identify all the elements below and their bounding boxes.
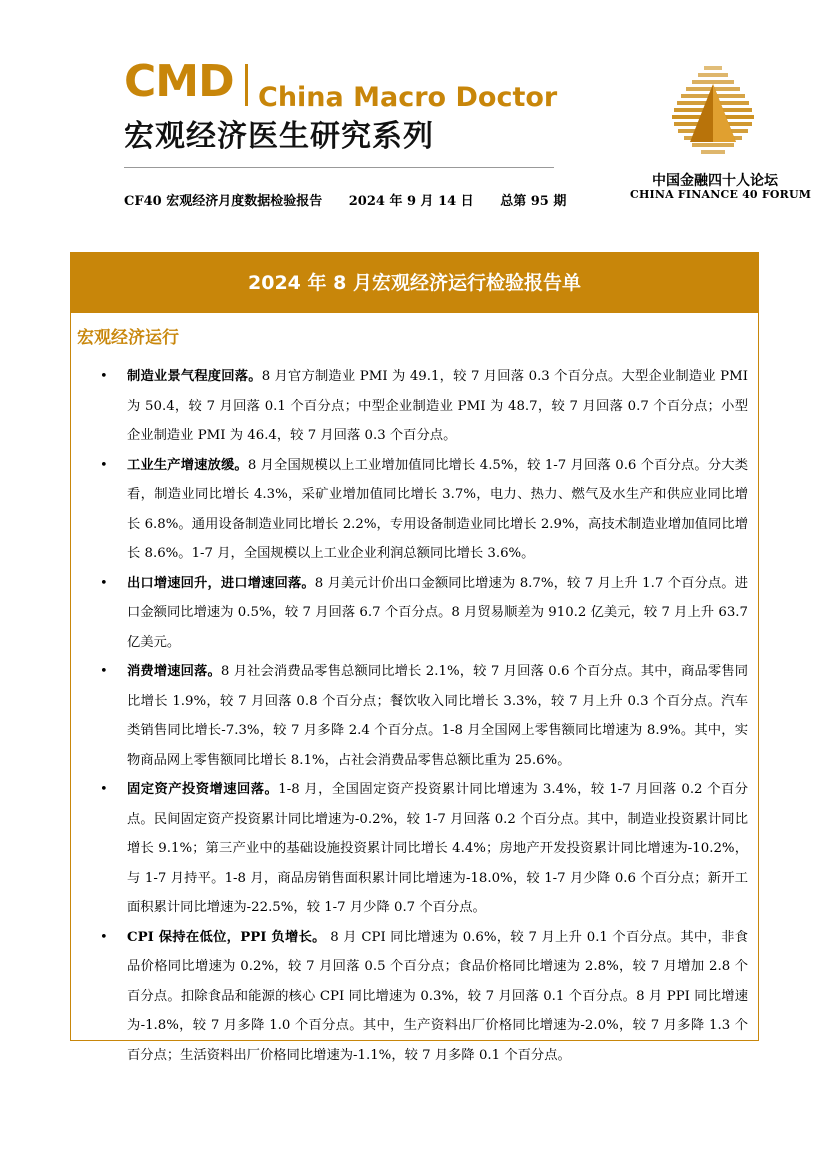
bullet-icon: • [100, 782, 108, 797]
brand-subtitle: China Macro Doctor [258, 82, 558, 113]
item-text: 8 月全国规模以上工业增加值同比增长 4.5%，较 1-7 月回落 0.6 个百分点。分大类看，制造业同比增长 4.3%，采矿业增加值同比增长 3.7%，电力、热力、燃气及水生产和供应业同比增长 6.8%。通用设备制造业同比增长 2.2%，专用设备制造业同比增长 2.9%，高技术制造业增加值同比增长 8.6%。1-7 月，全国规模以上工业企业利润总额同比增长 3.6%。 [127, 457, 748, 561]
forum-name-en: CHINA FINANCE 40 FORUM [630, 188, 812, 201]
item-lead: CPI 保持在低位，PPI 负增长。 [127, 929, 326, 945]
cf40-pyramid-logo-icon [668, 62, 758, 162]
item-lead: 出口增速回升，进口增速回落。 [127, 575, 315, 591]
list-item [100, 775, 748, 923]
report-meta [124, 190, 588, 209]
cmd-logo: CMD [124, 56, 234, 107]
bullet-icon: • [100, 369, 108, 384]
item-lead: 工业生产增速放缓。 [127, 457, 248, 473]
report-name: CF40 宏观经济月度数据检验报告 [124, 194, 323, 209]
report-title: 2024 年 8 月宏观经济运行检验报告单 [71, 253, 758, 313]
item-text: 8 月官方制造业 PMI 为 49.1，较 7 月回落 0.3 个百分点。大型企业制造业 PMI 为 50.4，较 7 月回落 0.1 个百分点；中型企业制造业 PMI 为 48.7，较 7 月回落 0.7 个百分点；小型企业制造业 PMI 为 46.4，较 7 月回落 0.3 个百分点。 [127, 369, 748, 443]
report-box [70, 252, 759, 1063]
item-text: 8 月社会消费品零售总额同比增长 2.1%，较 7 月回落 0.6 个百分点。其中，商品零售同比增长 1.9%，较 7 月回落 0.8 个百分点；餐饮收入同比增长 3.3%，较 7 月上升 0.3 个百分点。汽车类销售同比增长-7.3%，较 7 月多降 2.4 个百分点。1-8 月全国网上零售额同比增速为 8.9%。其中，实物商品网上零售额同比增长 8.1%，占社会消费品零售总额比重为 25.6%。 [127, 664, 748, 768]
list-item [100, 923, 748, 1071]
bullet-icon: • [100, 664, 108, 679]
section-title: 宏观经济运行 [77, 328, 179, 348]
item-text: 1-8 月，全国固定资产投资累计同比增速为 3.4%，较 1-7 月回落 0.2 个百分点。民间固定资产投资累计同比增速为-0.2%，较 1-7 月回落 0.2 个百分点。其中，制造业投资累计同比增长 9.1%；第三产业中的基础设施投资累计同比增长 4.4%；房地产开发投资累计同比增速为-10.2%，与 1-7 月持平。1-8 月，商品房销售面积累计同比增速为-18.0%，较 1-7 月少降 0.6 个百分点；新开工面积累计同比增速为-22.5%，较 1-7 月少降 0.7 个百分点。 [127, 782, 748, 915]
logo-divider [245, 64, 248, 106]
list-item [100, 362, 748, 451]
bullet-icon: • [100, 575, 108, 591]
report-items [71, 362, 758, 1070]
report-issue: 总第 95 期 [500, 194, 567, 209]
item-lead: 制造业景气程度回落。 [127, 369, 262, 384]
item-text: 8 月美元计价出口金额同比增速为 8.7%，较 7 月上升 1.7 个百分点。进口金额同比增速为 0.5%，较 7 月回落 6.7 个百分点。8 月贸易顺差为 910.2 亿美元，较 7 月上升 63.7 亿美元。 [127, 575, 748, 650]
list-item [100, 569, 748, 658]
header-divider [124, 167, 554, 168]
list-item [100, 451, 748, 569]
item-lead: 固定资产投资增速回落。 [127, 782, 279, 797]
item-lead: 消费增速回落。 [127, 664, 221, 679]
bullet-icon: • [100, 457, 108, 473]
item-text: 8 月 CPI 同比增速为 0.6%，较 7 月上升 0.1 个百分点。其中，非食品价格同比增速为 0.2%，较 7 月回落 0.5 个百分点；食品价格同比增速为 2.8%，较 7 月增加 2.8 个百分点。扣除食品和能源的核心 CPI 同比增速为 0.3%，较 7 月回落 0.1 个百分点。8 月 PPI 同比增速为-1.8%，较 7 月多降 1.0 个百分点。其中，生产资料出厂价格同比增速为-2.0%，较 7 月多降 1.3 个百分点；生活资料出厂价格同比增速为-1.1%，较 7 月多降 0.1 个百分点。 [127, 929, 748, 1063]
list-item [100, 657, 748, 775]
report-date: 2024 年 9 月 14 日 [348, 194, 474, 209]
series-title: 宏观经济医生研究系列 [124, 119, 434, 154]
forum-name-cn: 中国金融四十人论坛 [652, 173, 778, 189]
bullet-icon: • [100, 929, 108, 945]
